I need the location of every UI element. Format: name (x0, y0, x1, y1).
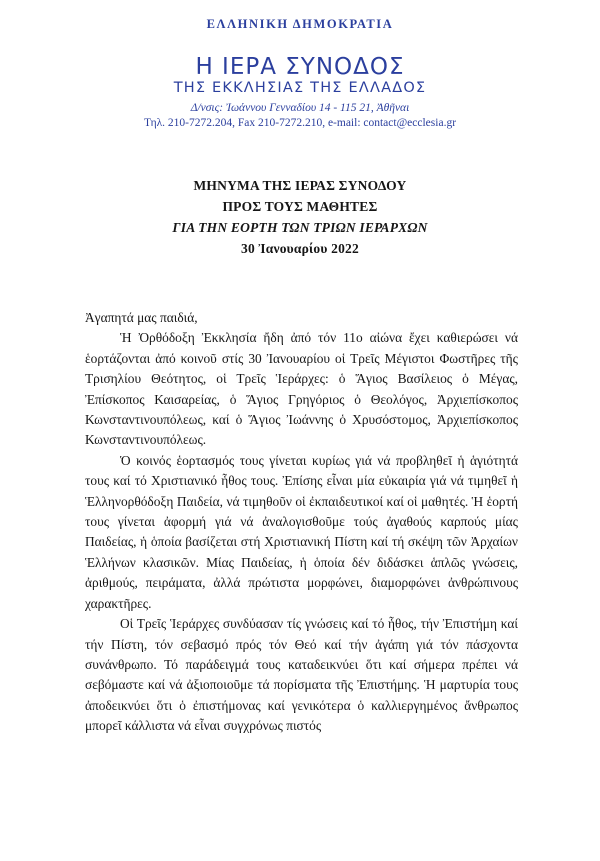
title-line-3: ΓΙΑ ΤΗΝ ΕΟΡΤΗ ΤΩΝ ΤΡΙΩΝ ΙΕΡΑΡΧΩΝ (172, 220, 428, 235)
paragraph-2: Ὁ κοινός ἑορτασμός τους γίνεται κυρίως γιά νά προβληθεῖ ἡ ἁγιότητά τους καί τό Χριστιανικό ἦθος τους. Ἐπίσης εἶναι μία εὐκαιρία γιά νά τιμηθεῖ ἡ Ἑλληνορθόδοξη Παιδεία, νά τιμηθοῦν οἱ ἐκπαιδευτικοί καί οἱ μαθητές. Ἡ ἑορτή τους γίνεται ἀφορμή γιά νά ἀναλογισθοῦμε τούς ἀγαθούς καρπούς μίας Παιδείας, ἡ ὁποία βασίζεται στή Χριστιανική Πίστη καί τή σκέψη τῶν Ἀρχαίων Ἑλλήνων κλασικῶν. Μίας Παιδείας, ἡ ὁποία δέν διδάσκει ἁπλῶς γνώσεις, ἀριθμούς, πειράματα, ἀλλά πρώτιστα μορφώνει, διαμορφώνει ἀνθρώπινους χαρακτῆρες. (85, 452, 518, 611)
message-date: 30 Ἰανουαρίου 2022 (241, 241, 359, 256)
message-body (85, 308, 518, 737)
synod-title: Η ΙΕΡΑ ΣΥΝΟΔΟΣ (195, 54, 405, 80)
letterhead (0, 0, 600, 130)
paragraph-3: Οἱ Τρεῖς Ἱεράρχες συνδύασαν τίς γνώσεις καί τό ἦθος, τήν Ἐπιστήμη καί τήν Πίστη, τόν σεβασμό πρός τόν Θεό καί τήν ἀγάπη γιά τόν πάσχοντα συνάνθρωπο. Τό παράδειγμά τους καταδεικνύει ὅτι καί σήμερα πρέπει νά σεβόμαστε καί νά ἀξιοποιοῦμε τά πορίσματα τῆς Ἐπιστήμης. Ἡ μαρτυρία τους ἀποδεικνύει ὅτι ὁ ἐπιστήμονας καί γενικότερα ὁ καλλιεργημένος ἄνθρωπος μπορεῖ κάλλιστα νά εἶναι συγχρόνως πιστός (85, 616, 518, 734)
title-line-2: ΠΡΟΣ ΤΟΥΣ ΜΑΘΗΤΕΣ (222, 199, 378, 214)
contact-line: Τηλ. 210-7272.204, Fax 210-7272.210, e-mail: contact@ecclesia.gr (143, 117, 457, 129)
paragraph-1: Ἡ Ὀρθόδοξη Ἐκκλησία ἤδη ἀπό τόν 11ο αἰώνα ἔχει καθιερώσει νά ἑορτάζονται ἀπό κοινοῦ στίς 30 Ἰανουαρίου οἱ Τρεῖς Μέγιστοι Φωστῆρες τῆς Τρισηλίου Θεότητος, οἱ Τρεῖς Ἱεράρχες: ὁ Ἅγιος Βασίλειος ὁ Μέγας, Ἐπίσκοπος Καισαρείας, ὁ Ἅγιος Γρηγόριος ὁ Θεολόγος, Ἀρχιεπίσκοπος Κωνσταντινουπόλεως, καί ὁ Ἅγιος Ἰωάννης ὁ Χρυσόστομος, Ἀρχιεπίσκοπος Κωνσταντινουπόλεως. (85, 330, 518, 448)
country-name: ΕΛΛΗΝΙΚΗ ΔΗΜΟΚΡΑΤΙΑ (206, 17, 394, 31)
church-subtitle: ΤΗΣ ΕΚΚΛΗΣΙΑΣ ΤΗΣ ΕΛΛΑΔΟΣ (173, 80, 427, 96)
greeting: Ἀγαπητά μας παιδιά, (85, 310, 198, 325)
message-title (0, 175, 600, 259)
title-line-1: ΜΗΝΥΜΑ ΤΗΣ ΙΕΡΑΣ ΣΥΝΟΔΟΥ (193, 178, 407, 193)
address-line: Δ/νσις: Ἰωάννου Γενναδίου 14 - 115 21, Ἀθῆναι (190, 102, 410, 114)
